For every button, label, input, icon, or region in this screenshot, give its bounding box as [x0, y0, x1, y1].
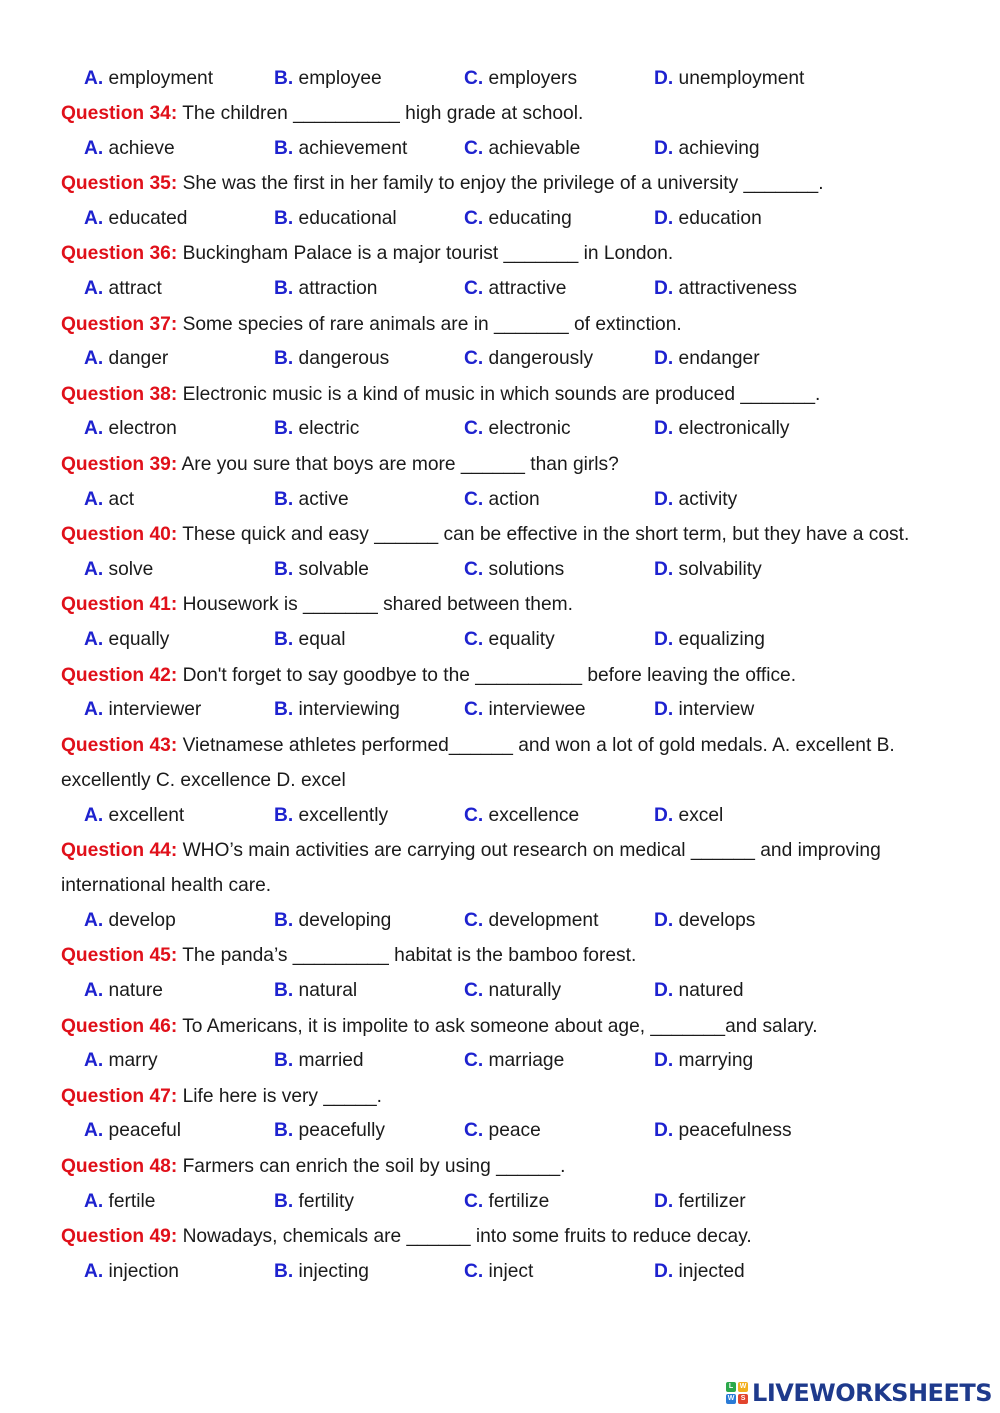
question-label: Question 36:	[61, 243, 178, 265]
option-c[interactable]: C. dangerously	[464, 348, 594, 370]
question-36	[61, 236, 941, 271]
option-d[interactable]: D. unemployment	[654, 67, 805, 89]
question-label: Question 41:	[61, 594, 178, 616]
option-c[interactable]: C. employers	[464, 67, 578, 89]
option-d[interactable]: D. electronically	[654, 418, 790, 440]
option-c[interactable]: C. fertilize	[464, 1190, 550, 1212]
question-text: Nowadays, chemicals are ______ into some fruits to reduce decay.	[182, 1226, 752, 1248]
question-42	[61, 658, 941, 693]
question-34	[61, 96, 941, 131]
options-row-46	[61, 1044, 941, 1079]
question-text: These quick and easy ______ can be effective in the short term, but they have a cost.	[182, 524, 910, 546]
options-row-36	[61, 272, 941, 307]
option-a[interactable]: A. equally	[84, 629, 170, 651]
brand-name: LIVEWORKSHEETS	[752, 1379, 992, 1407]
option-d[interactable]: D. marrying	[654, 1050, 754, 1072]
option-b[interactable]: B. natural	[274, 979, 358, 1001]
option-c[interactable]: C. educating	[464, 207, 572, 229]
question-38	[61, 377, 941, 412]
options-row-37	[61, 342, 941, 377]
options-row-35	[61, 201, 941, 236]
option-d[interactable]: D. natured	[654, 979, 744, 1001]
option-d[interactable]: D. fertilizer	[654, 1190, 746, 1212]
question-label: Question 45:	[61, 945, 178, 967]
question-label: Question 46:	[61, 1015, 178, 1037]
option-c[interactable]: C. interviewee	[464, 699, 586, 721]
option-a[interactable]: A. danger	[84, 348, 169, 370]
question-text: Some species of rare animals are in _______ of extinction.	[182, 313, 682, 335]
option-b[interactable]: B. excellently	[274, 804, 389, 826]
option-c[interactable]: C. naturally	[464, 979, 562, 1001]
question-label: Question 35:	[61, 173, 178, 195]
option-b[interactable]: B. equal	[274, 629, 346, 651]
option-b[interactable]: B. injecting	[274, 1260, 369, 1282]
liveworksheets-icon: L W W S	[727, 1383, 747, 1402]
option-a[interactable]: A. act	[84, 488, 135, 510]
option-b[interactable]: B. fertility	[274, 1190, 354, 1212]
question-label: Question 49:	[61, 1226, 178, 1248]
question-41	[61, 587, 941, 622]
question-text: Farmers can enrich the soil by using ______.	[182, 1155, 566, 1177]
option-b[interactable]: B. employee	[274, 67, 382, 89]
option-c[interactable]: C. electronic	[464, 418, 571, 440]
question-46	[61, 1009, 941, 1044]
question-text: Don't forget to say goodbye to the __________ before leaving the office.	[182, 664, 797, 686]
option-b[interactable]: B. interviewing	[274, 699, 400, 721]
question-text: Housework is _______ shared between them.	[182, 594, 573, 616]
question-47	[61, 1079, 941, 1114]
options-row-40	[61, 552, 941, 587]
options-row-41	[61, 623, 941, 658]
question-48	[61, 1149, 941, 1184]
option-b[interactable]: B. achievement	[274, 137, 408, 159]
question-label: Question 47:	[61, 1085, 178, 1107]
option-a[interactable]: A. educated	[84, 207, 188, 229]
option-c[interactable]: C. equality	[464, 629, 555, 651]
question-text: The panda’s _________ habitat is the bamboo forest.	[182, 945, 637, 967]
option-d[interactable]: D. interview	[654, 699, 755, 721]
question-text: The children __________ high grade at school.	[182, 103, 584, 125]
options-row-38	[61, 412, 941, 447]
option-a[interactable]: A. fertile	[84, 1190, 156, 1212]
options-row-39	[61, 482, 941, 517]
option-c[interactable]: C. marriage	[464, 1050, 565, 1072]
option-a[interactable]: A. nature	[84, 979, 163, 1001]
option-c[interactable]: C. achievable	[464, 137, 581, 159]
option-b[interactable]: B. solvable	[274, 558, 369, 580]
options-row-42	[61, 693, 941, 728]
options-row-34	[61, 131, 941, 166]
option-a[interactable]: A. achieve	[84, 137, 175, 159]
option-a[interactable]: A. marry	[84, 1050, 158, 1072]
option-a[interactable]: A. solve	[84, 558, 154, 580]
question-label: Question 40:	[61, 524, 178, 546]
worksheet-content	[61, 61, 941, 1289]
option-a[interactable]: A. peaceful	[84, 1120, 182, 1142]
question-list	[61, 96, 941, 1289]
question-40	[61, 517, 941, 552]
question-45	[61, 938, 941, 973]
question-text: Life here is very _____.	[182, 1085, 383, 1107]
option-d[interactable]: D. excel	[654, 804, 724, 826]
option-d[interactable]: D. injected	[654, 1260, 745, 1282]
option-d[interactable]: D. equalizing	[654, 629, 765, 651]
question-label: Question 34:	[61, 103, 178, 125]
question-label: Question 44:	[61, 840, 178, 862]
question-text: Electronic music is a kind of music in which sounds are produced _______.	[182, 383, 821, 405]
option-b[interactable]: B. peacefully	[274, 1120, 385, 1142]
options-row-48	[61, 1184, 941, 1219]
question-37	[61, 307, 941, 342]
question-text: To Americans, it is impolite to ask someone about age, _______and salary.	[182, 1015, 818, 1037]
question-label: Question 43:	[61, 734, 178, 756]
option-c[interactable]: C. solutions	[464, 558, 565, 580]
option-d[interactable]: D. peacefulness	[654, 1120, 792, 1142]
option-a[interactable]: A. develop	[84, 909, 176, 931]
options-row-33	[61, 61, 941, 96]
options-row-44	[61, 903, 941, 938]
option-b[interactable]: B. developing	[274, 909, 392, 931]
option-a[interactable]: A. interviewer	[84, 699, 202, 721]
question-43	[61, 728, 941, 798]
question-39	[61, 447, 941, 482]
question-44	[61, 833, 941, 903]
options-row-49	[61, 1254, 941, 1289]
option-d[interactable]: D. education	[654, 207, 762, 229]
option-d[interactable]: D. achieving	[654, 137, 760, 159]
question-label: Question 38:	[61, 383, 178, 405]
option-c[interactable]: C. inject	[464, 1260, 534, 1282]
question-text: She was the first in her family to enjoy the privilege of a university _______.	[182, 173, 824, 195]
option-b[interactable]: B. dangerous	[274, 348, 390, 370]
option-a[interactable]: A. excellent	[84, 804, 185, 826]
question-text: Are you sure that boys are more ______ than girls?	[181, 454, 619, 476]
option-c[interactable]: C. development	[464, 909, 599, 931]
question-49	[61, 1219, 941, 1254]
question-label: Question 42:	[61, 664, 178, 686]
question-text: Buckingham Palace is a major tourist _______ in London.	[182, 243, 674, 265]
options-row-43	[61, 798, 941, 833]
option-d[interactable]: D. attractiveness	[654, 278, 797, 300]
option-a[interactable]: A. attract	[84, 278, 162, 300]
option-d[interactable]: D. develops	[654, 909, 756, 931]
option-c[interactable]: C. excellence	[464, 804, 580, 826]
option-a[interactable]: A. injection	[84, 1260, 179, 1282]
option-a[interactable]: A. electron	[84, 418, 177, 440]
option-b[interactable]: B. electric	[274, 418, 360, 440]
option-d[interactable]: D. endanger	[654, 348, 760, 370]
option-c[interactable]: C. peace	[464, 1120, 541, 1142]
question-35	[61, 166, 941, 201]
option-d[interactable]: D. activity	[654, 488, 738, 510]
option-b[interactable]: B. educational	[274, 207, 397, 229]
question-label: Question 37:	[61, 313, 178, 335]
option-b[interactable]: B. attraction	[274, 278, 378, 300]
question-text: Vietnamese athletes performed______ and won a lot of gold medals. A. excellent B. excellently C. excellence D. excel	[61, 734, 895, 791]
question-label: Question 48:	[61, 1155, 178, 1177]
footer-logo	[726, 1377, 992, 1409]
option-a[interactable]: A. employment	[84, 67, 214, 89]
option-b[interactable]: B. active	[274, 488, 349, 510]
options-row-47	[61, 1114, 941, 1149]
option-c[interactable]: C. attractive	[464, 278, 567, 300]
option-d[interactable]: D. solvability	[654, 558, 762, 580]
question-text: WHO’s main activities are carrying out research on medical ______ and improving international health care.	[61, 840, 881, 897]
option-c[interactable]: C. action	[464, 488, 540, 510]
option-b[interactable]: B. married	[274, 1050, 364, 1072]
question-label: Question 39:	[61, 454, 178, 476]
options-row-45	[61, 973, 941, 1008]
